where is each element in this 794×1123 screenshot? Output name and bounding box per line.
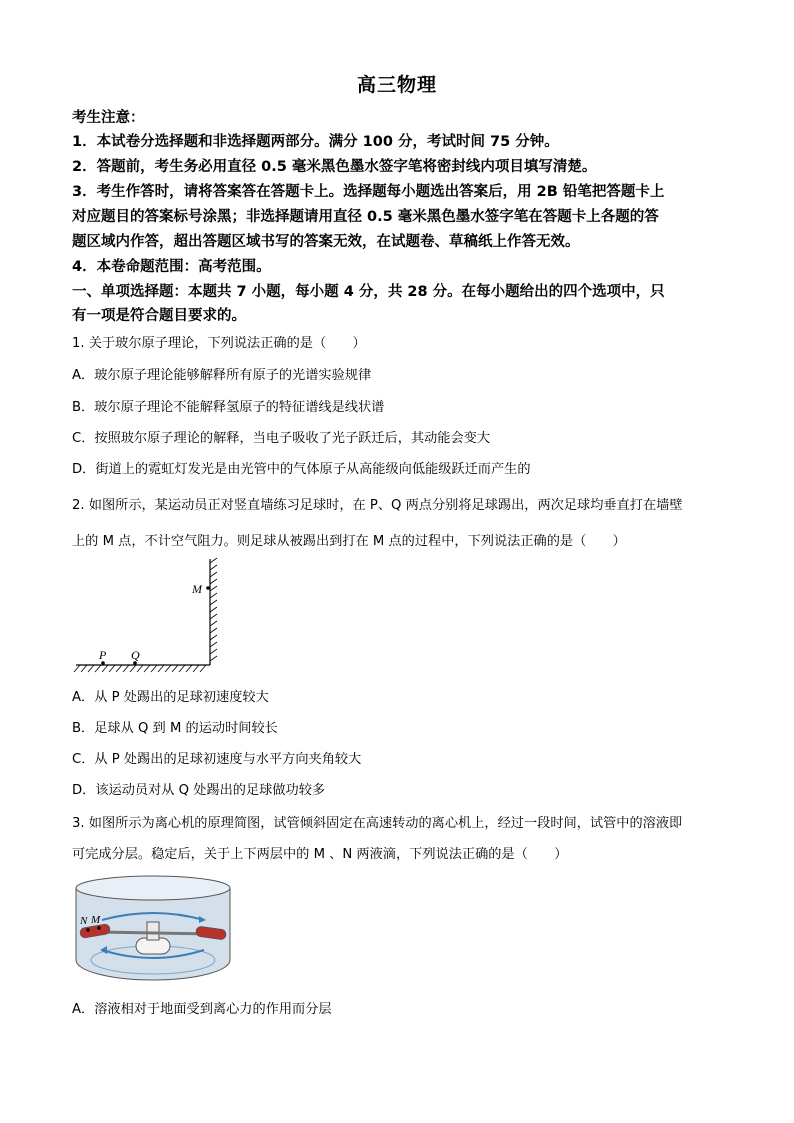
notice-line: 对应题目的答案标号涂黑；非选择题请用直径 0.5 毫米黑色墨水签字笔在答题卡上各题的答 [72,209,659,225]
section-heading: 一、单项选择题：本题共 7 小题，每小题 4 分，共 28 分。在每小题给出的四个选项中，只 [72,284,665,300]
wall-hatch [210,558,217,661]
question-1-option-d: D．街道上的霓虹灯发光是由光管中的气体原子从高能级向低能级跃迁而产生的 [72,462,531,477]
page-title: 高三物理 [356,74,437,96]
question-2-option-c: C．从 P 处踢出的足球初速度与水平方向夹角较大 [72,752,362,767]
question-1-option-a: A．玻尔原子理论能够解释所有原子的光谱实验规律 [72,368,372,383]
question-3-option-a: A．溶液相对于地面受到离心力的作用而分层 [72,1002,332,1017]
notice-line: 3．考生作答时，请将答案答在答题卡上。选择题每小题选出答案后，用 2B 铅笔把答题卡上 [72,184,665,200]
question-1-option-c: C．按照玻尔原子理论的解释，当电子吸收了光子跃迁后，其动能会变大 [72,431,491,446]
question-2-option-a: A．从 P 处踢出的足球初速度较大 [72,690,269,705]
rotor-arm [96,932,212,934]
question-1-option-b: B．玻尔原子理论不能解释氢原子的特征谱线是线状谱 [72,400,385,415]
notice-line: 2．答题前，考生务必用直径 0.5 毫米黑色墨水签字笔将密封线内项目填写清楚。 [72,159,597,175]
notice-line: 4．本卷命题范围：高考范围。 [72,259,271,275]
notice-line: 1．本试卷分选择题和非选择题两部分。满分 100 分，考试时间 75 分钟。 [72,134,559,150]
question-3-stem: 可完成分层。稳定后，关于上下两层中的 M 、N 两液滴，下列说法正确的是（ ） [72,847,568,862]
notice-heading: 考生注意： [72,110,145,126]
question-2-option-d: D．该运动员对从 Q 处踢出的足球做功较多 [72,783,326,798]
drum-top [76,876,230,900]
label-m: M [192,582,202,596]
centrifuge-axle [147,922,159,940]
label-q: Q [131,648,140,662]
question-3-stem: 3. 如图所示为离心机的原理简图，试管倾斜固定在高速转动的离心机上，经过一段时间，试管中的溶液即 [72,816,683,831]
centrifuge-diagram [72,872,234,984]
question-2-option-b: B．足球从 Q 到 M 的运动时间较长 [72,721,278,736]
label-n: N [80,915,88,927]
section-heading: 有一项是符合题目要求的。 [72,308,246,324]
drop-n-dot [86,928,90,932]
question-2-stem: 上的 M 点，不计空气阻力。则足球从被踢出到打在 M 点的过程中，下列说法正确的是（ ） [72,534,626,549]
point-m-dot [206,586,210,590]
question-2-stem: 2. 如图所示，某运动员正对竖直墙练习足球时，在 P、Q 两点分别将足球踢出，两次足球均垂直打在墙壁 [72,498,683,513]
notice-line: 题区域内作答，超出答题区域书写的答案无效，在试题卷、草稿纸上作答无效。 [72,234,580,250]
label-p: P [99,648,107,662]
question-1-stem: 1. 关于玻尔原子理论，下列说法正确的是（ ） [72,336,366,351]
drop-m-dot [97,926,101,930]
wall-kick-diagram [70,555,230,680]
label-m: M [91,914,101,926]
ground-hatch [74,665,206,672]
